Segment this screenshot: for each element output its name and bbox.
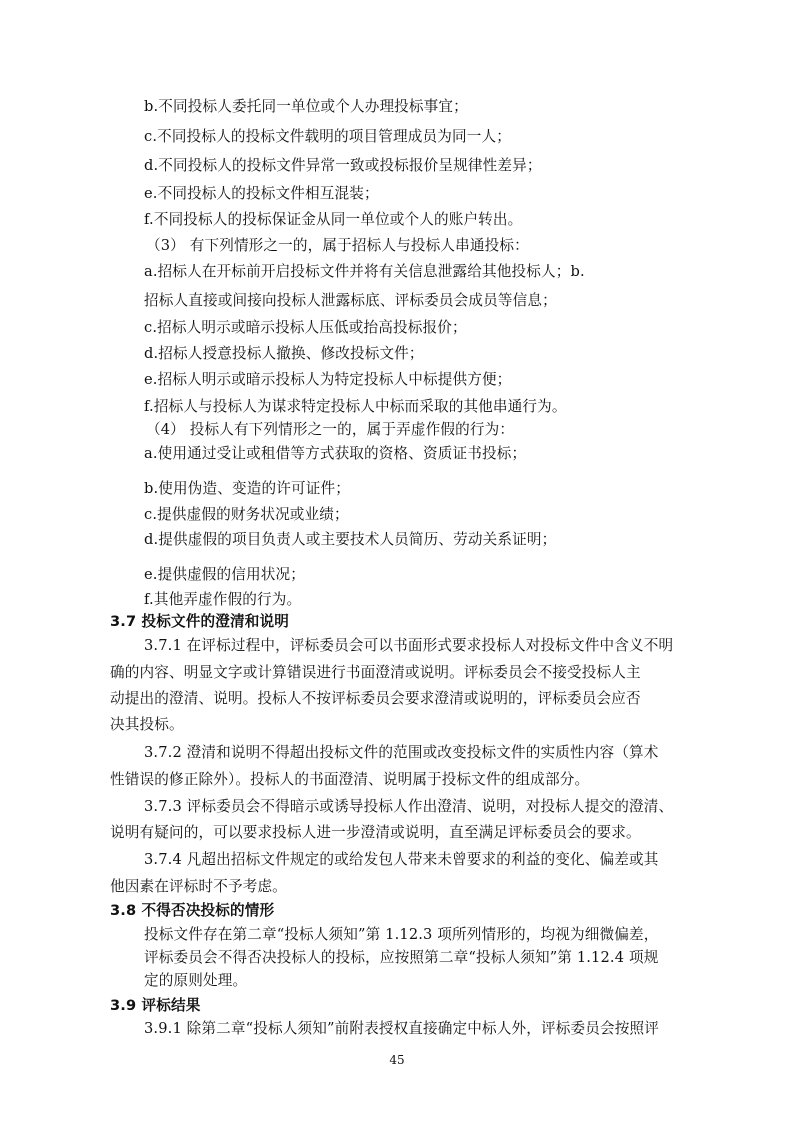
text-line: 3.9.1 除第二章“投标人须知”前附表授权直接确定中标人外，评标委员会按照评 bbox=[144, 1020, 659, 1037]
text-line: d.提供虚假的项目负责人或主要技术人员简历、劳动关系证明； bbox=[144, 531, 557, 548]
text-line: f.招标人与投标人为谋求特定投标人中标而采取的其他串通行为。 bbox=[144, 398, 567, 415]
text-line: 3.7.2 澄清和说明不得超出投标文件的范围或改变投标文件的实质性内容（算术 bbox=[144, 744, 659, 761]
text-line: 确的内容、明显文字或计算错误进行书面澄清或说明。评标委员会不接受投标人主 bbox=[110, 664, 641, 681]
text-line: （3） 有下列情形之一的，属于招标人与投标人串通投标： bbox=[146, 237, 529, 254]
text-line: （4） 投标人有下列情形之一的，属于弄虚作假的行为： bbox=[146, 421, 515, 438]
section-heading: 3.9 评标结果 bbox=[110, 997, 201, 1014]
text-line: 3.7.4 凡超出招标文件规定的或给发包人带来未曾要求的利益的变化、偏差或其 bbox=[144, 851, 659, 868]
text-line: 3.7.3 评标委员会不得暗示或诱导投标人作出澄清、说明，对投标人提交的澄清、 bbox=[144, 798, 674, 815]
text-line: c.提供虚假的财务状况或业绩； bbox=[144, 506, 349, 523]
text-line: a.招标人在开标前开启投标文件并将有关信息泄露给其他投标人；b. bbox=[144, 263, 585, 280]
text-line: 投标文件存在第二章“投标人须知”第 1.12.3 项所列情形的，均视为细微偏差， bbox=[144, 926, 659, 943]
text-line: 定的原则处理。 bbox=[144, 972, 248, 989]
text-line: 评标委员会不得否决投标人的投标，应按照第二章“投标人须知”第 1.12.4 项规 bbox=[144, 949, 659, 966]
text-line: e.提供虚假的信用状况； bbox=[144, 566, 306, 583]
text-line: e.不同投标人的投标文件相互混装； bbox=[144, 185, 379, 202]
text-line: b.使用伪造、变造的许可证件； bbox=[144, 480, 350, 497]
text-line: 招标人直接或间接向投标人泄露标底、评标委员会成员等信息； bbox=[144, 292, 557, 309]
text-line: 性错误的修正除外）。投标人的书面澄清、说明属于投标文件的组成部分。 bbox=[110, 771, 590, 788]
text-line: e.招标人明示或暗示投标人为特定投标人中标提供方便； bbox=[144, 371, 512, 388]
text-line: c.不同投标人的投标文件载明的项目管理成员为同一人； bbox=[144, 128, 511, 145]
text-line: 决其投标。 bbox=[110, 716, 184, 733]
text-line: c.招标人明示或暗示投标人压低或抬高投标报价； bbox=[144, 319, 467, 336]
text-line: b.不同投标人委托同一单位或个人办理投标事宜； bbox=[144, 98, 468, 115]
text-line: f.其他弄虚作假的行为。 bbox=[144, 591, 302, 608]
text-line: 3.7.1 在评标过程中，评标委员会可以书面形式要求投标人对投标文件中含义不明 bbox=[144, 637, 674, 654]
text-line: d.招标人授意投标人撤换、修改投标文件； bbox=[144, 345, 424, 362]
section-heading: 3.7 投标文件的澄清和说明 bbox=[110, 613, 289, 630]
text-line: f.不同投标人的投标保证金从同一单位或个人的账户转出。 bbox=[144, 211, 523, 228]
text-line: d.不同投标人的投标文件异常一致或投标报价呈规律性差异； bbox=[144, 157, 542, 174]
text-line: 说明有疑问的，可以要求投标人进一步澄清或说明，直至满足评标委员会的要求。 bbox=[110, 824, 641, 841]
page-number: 45 bbox=[389, 1053, 405, 1067]
section-heading: 3.8 不得否决投标的情形 bbox=[110, 902, 275, 919]
text-line: 动提出的澄清、说明。投标人不按评标委员会要求澄清或说明的，评标委员会应否 bbox=[110, 690, 641, 707]
text-line: a.使用通过受让或租借等方式获取的资格、资质证书投标； bbox=[144, 445, 527, 462]
text-line: 他因素在评标时不予考虑。 bbox=[110, 878, 287, 895]
